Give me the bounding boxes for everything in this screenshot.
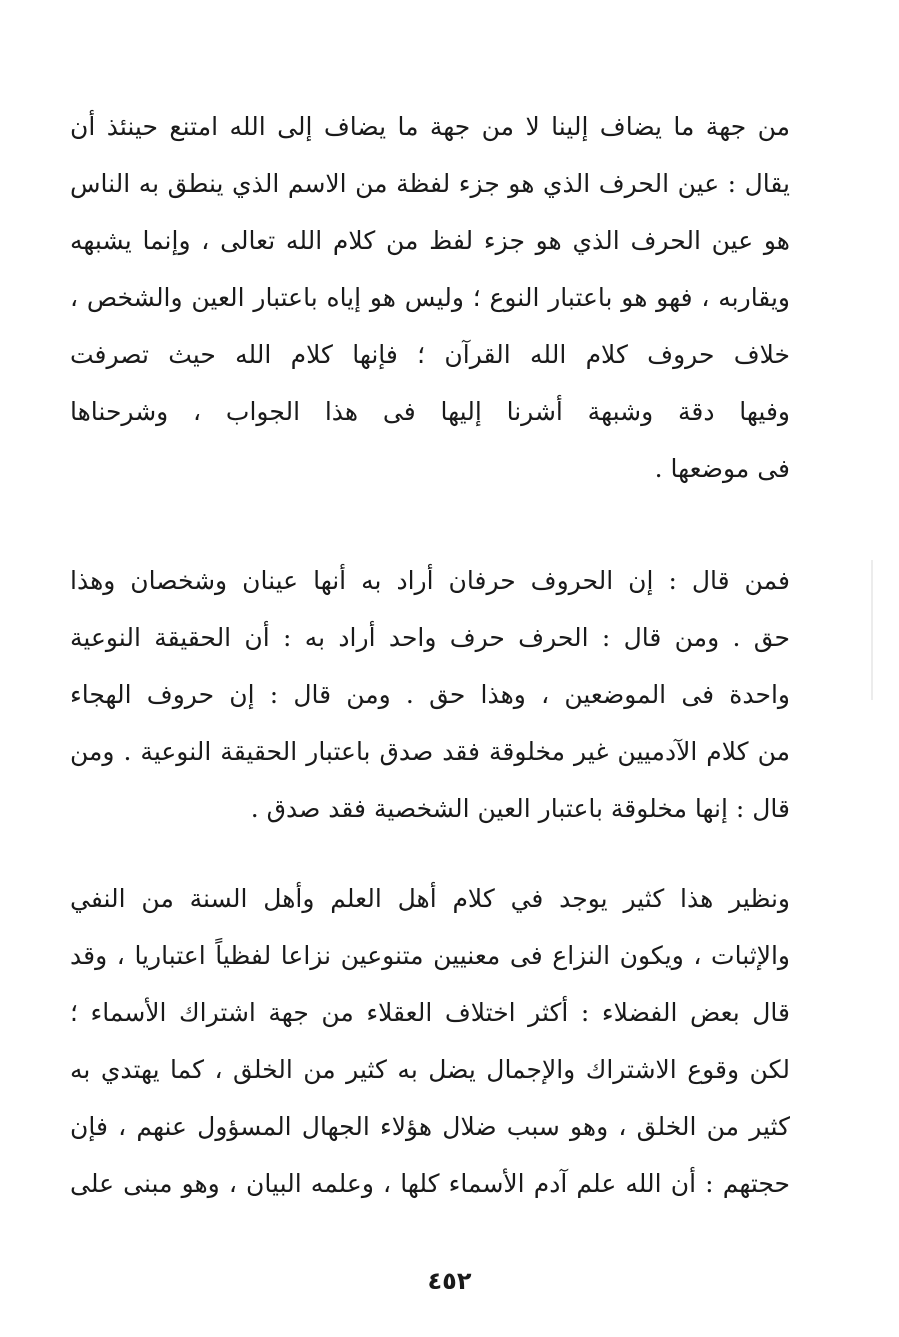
- page-number: ٤٥٢: [427, 1267, 472, 1295]
- paragraph-1: [70, 98, 790, 497]
- paragraph-line: فى موضعها .: [654, 454, 790, 483]
- paragraph-line: من كلام الآدميين غير مخلوقة فقد صدق باعتبار الحقيقة النوعية . ومن: [70, 737, 790, 766]
- paragraph-line: والإثبات ، ويكون النزاع فى معنيين متنوعين نزاعا لفظياً اعتباريا ، وقد: [70, 941, 790, 970]
- paragraph-line: واحدة فى الموضعين ، وهذا حق . ومن قال : إن حروف الهجاء: [70, 680, 790, 709]
- paragraph-line: قال بعض الفضلاء : أكثر اختلاف العقلاء من جهة اشتراك الأسماء ؛: [70, 998, 790, 1027]
- paragraph-line: ونظير هذا كثير يوجد في كلام أهل العلم وأهل السنة من النفي: [70, 884, 790, 913]
- paragraph-line: حق . ومن قال : الحرف حرف واحد أراد به : أن الحقيقة النوعية: [70, 623, 790, 652]
- paragraph-line: ويقاربه ، فهو هو باعتبار النوع ؛ وليس هو إياه باعتبار العين والشخص ،: [70, 283, 790, 312]
- paragraph-line: كثير من الخلق ، وهو سبب ضلال هؤلاء الجهال المسؤول عنهم ، فإن: [70, 1112, 790, 1141]
- paragraph-line: هو عين الحرف الذي هو جزء لفظ من كلام الله تعالى ، وإنما يشبهه: [70, 226, 790, 255]
- paragraph-line: حجتهم : أن الله علم آدم الأسماء كلها ، وعلمه البيان ، وهو مبنى على: [70, 1169, 790, 1198]
- paragraph-3: [70, 870, 790, 1212]
- paragraph-line: يقال : عين الحرف الذي هو جزء لفظة من الاسم الذي ينطق به الناس: [70, 169, 790, 198]
- paragraph-line: وفيها دقة وشبهة أشرنا إليها فى هذا الجواب ، وشرحناها: [70, 397, 790, 426]
- paragraph-line: لكن وقوع الاشتراك والإجمال يضل به كثير من الخلق ، كما يهتدي به: [70, 1055, 790, 1084]
- paragraph-line: قال : إنها مخلوقة باعتبار العين الشخصية فقد صدق .: [250, 794, 790, 823]
- paragraph-line: من جهة ما يضاف إلينا لا من جهة ما يضاف إلى الله امتنع حينئذ أن: [70, 112, 790, 141]
- paragraph-line: فمن قال : إن الحروف حرفان أراد به أنها عينان وشخصان وهذا: [70, 566, 790, 595]
- paragraph-line: خلاف حروف كلام الله القرآن ؛ فإنها كلام الله حيث تصرفت: [70, 340, 790, 369]
- paragraph-2: [70, 552, 790, 837]
